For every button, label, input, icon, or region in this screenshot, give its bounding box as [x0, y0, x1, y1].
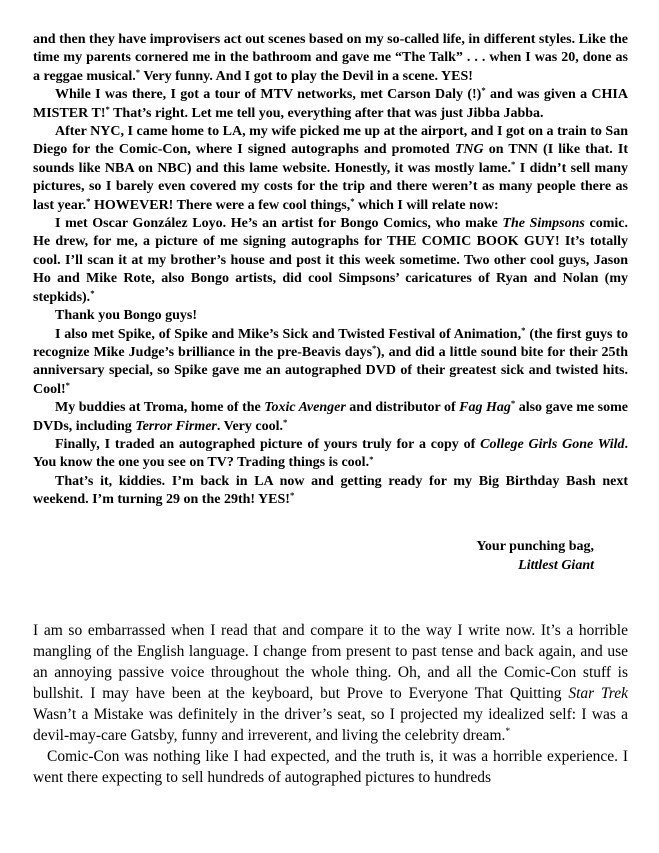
text-run: My buddies at Troma, home of the	[55, 400, 265, 416]
text-run: (the first guys to recognize Mike Judge’s brilliance in the pre-Beavis days	[33, 326, 628, 360]
text-run: which I will relate now:	[354, 197, 499, 213]
footnote-marker: *	[289, 490, 295, 501]
text-run: ), and did a little sound bite for their 25th anniversary special, so Spike gave me an autographed DVD of their greatest sick and twisted hits. Cool!	[33, 344, 628, 397]
footnote-marker: *	[481, 85, 486, 96]
italic-title: The Simpsons	[502, 216, 585, 232]
blog-excerpt-section	[33, 31, 628, 510]
footnote-marker: *	[369, 453, 374, 464]
footnote-marker: *	[86, 195, 91, 206]
paragraph	[33, 326, 628, 400]
italic-title: Toxic Avenger	[264, 400, 346, 416]
text-run: I am so embarrassed when I read that and compare it to the way I write now. It’s a horrible mangling of the English language. I change from present to past tense and back again, and use an annoying passive voice throughout the whole thing. Oh, and all the Comic-Con stuff is bullshit. I may have been at the keyboard, but Prove to Everyone That Quitting	[33, 621, 628, 702]
signature-line: Your punching bag,	[476, 538, 594, 554]
text-run: also gave me some DVDs, including	[33, 400, 628, 434]
text-run: That’s right. Let me tell you, everything after that was just Jibba Jabba.	[109, 105, 544, 121]
text-run: comic. He drew, for me, a picture of me signing autographs for THE COMIC BOOK GUY! It’s totally cool. I’ll scan it at my brother’s house and post it this week sometime. Two other cool guys, Jason Ho and Mike Rote, also Bongo artists, did cool Simpsons’ caricatures of Ryan and Nolan (my stepkids).	[33, 216, 628, 305]
footnote-marker: *	[105, 103, 110, 114]
text-run: I didn’t sell many pictures, so I barely even covered my costs for the trip and there weren’t as many people there as last year.	[33, 160, 628, 213]
paragraph	[33, 307, 628, 325]
italic-title: Star Trek	[568, 684, 628, 702]
text-run: Wasn’t a Mistake was definitely in the driver’s seat, so I projected my idealized self: I was a devil-may-care Gatsby, funny and irreverent, and living the celebrity dream.	[33, 705, 628, 744]
italic-title: TNG	[454, 142, 484, 158]
paragraph	[33, 473, 628, 510]
paragraph	[33, 399, 628, 436]
text-run: Thank you Bongo guys!	[55, 308, 198, 324]
text-run: and was given a CHIA MISTER T!	[33, 87, 628, 121]
signature-name: Littlest Giant	[518, 557, 594, 573]
footnote-marker: *	[135, 67, 141, 78]
footnote-marker: *	[282, 416, 288, 427]
narrative-section	[33, 620, 628, 788]
footnote-marker: *	[511, 159, 516, 170]
text-run: . You know the one you see on TV? Trading things is cool.	[33, 436, 628, 471]
text-run: HOWEVER! There were a few cool things,	[90, 197, 351, 213]
footnote-marker: *	[505, 726, 511, 738]
italic-title: College Girls Gone Wild	[480, 436, 625, 452]
text-run: While I was there, I got a tour of MTV networks, met Carson Daly (!)	[55, 87, 482, 103]
paragraph	[33, 746, 628, 788]
paragraph	[33, 86, 628, 123]
text-run: and then they have improvisers act out scenes based on my so-called life, in different styles. Like the time my parents cornered me in the bathroom and gave me “The Talk” . . . when I was 20, done as a reggae musical.	[33, 32, 628, 84]
text-run: That’s it, kiddies. I’m back in LA now and getting ready for my Big Birthday Bash next weekend. I’m turning 29 on the 29th! YES!	[33, 473, 628, 508]
text-run: on TNN (I like that. It sounds like NBA on NBC) and this lame website. Honestly, it was mostly lame.	[33, 142, 629, 176]
text-run: Very funny. And I got to play the Devil in a scene. YES!	[140, 68, 473, 84]
text-run: Finally, I traded an autographed picture of yours truly for a copy of	[55, 436, 481, 452]
text-run: Comic-Con was nothing like I had expected, and the truth is, it was a horrible experience. I went there expecting to sell hundreds of autographed pictures to hundreds	[33, 747, 628, 786]
italic-title: Terror Firmer	[135, 418, 217, 434]
paragraph	[33, 215, 628, 307]
paragraph	[33, 31, 628, 86]
footnote-marker: *	[350, 195, 355, 206]
signature-block	[33, 537, 628, 575]
text-run: and distributor of	[345, 400, 460, 416]
footnote-marker: *	[372, 343, 377, 354]
footnote-marker: *	[65, 379, 71, 390]
paragraph	[33, 436, 628, 473]
footnote-marker: *	[510, 398, 516, 409]
paragraph	[33, 123, 628, 215]
footnote-marker: *	[90, 287, 95, 298]
footnote-marker: *	[521, 324, 526, 335]
italic-title: Fag Hag	[459, 400, 511, 416]
text-run: . Very cool.	[216, 418, 283, 434]
text-run: After NYC, I came home to LA, my wife picked me up at the airport, and I got on a train to San Diego for the Comic-Con, where I signed autographs and promoted	[33, 124, 628, 158]
text-run: I met Oscar González Loyo. He’s an artist for Bongo Comics, who make	[55, 216, 503, 232]
paragraph	[33, 620, 628, 746]
text-run: I also met Spike, of Spike and Mike’s Sick and Twisted Festival of Animation,	[55, 326, 522, 342]
